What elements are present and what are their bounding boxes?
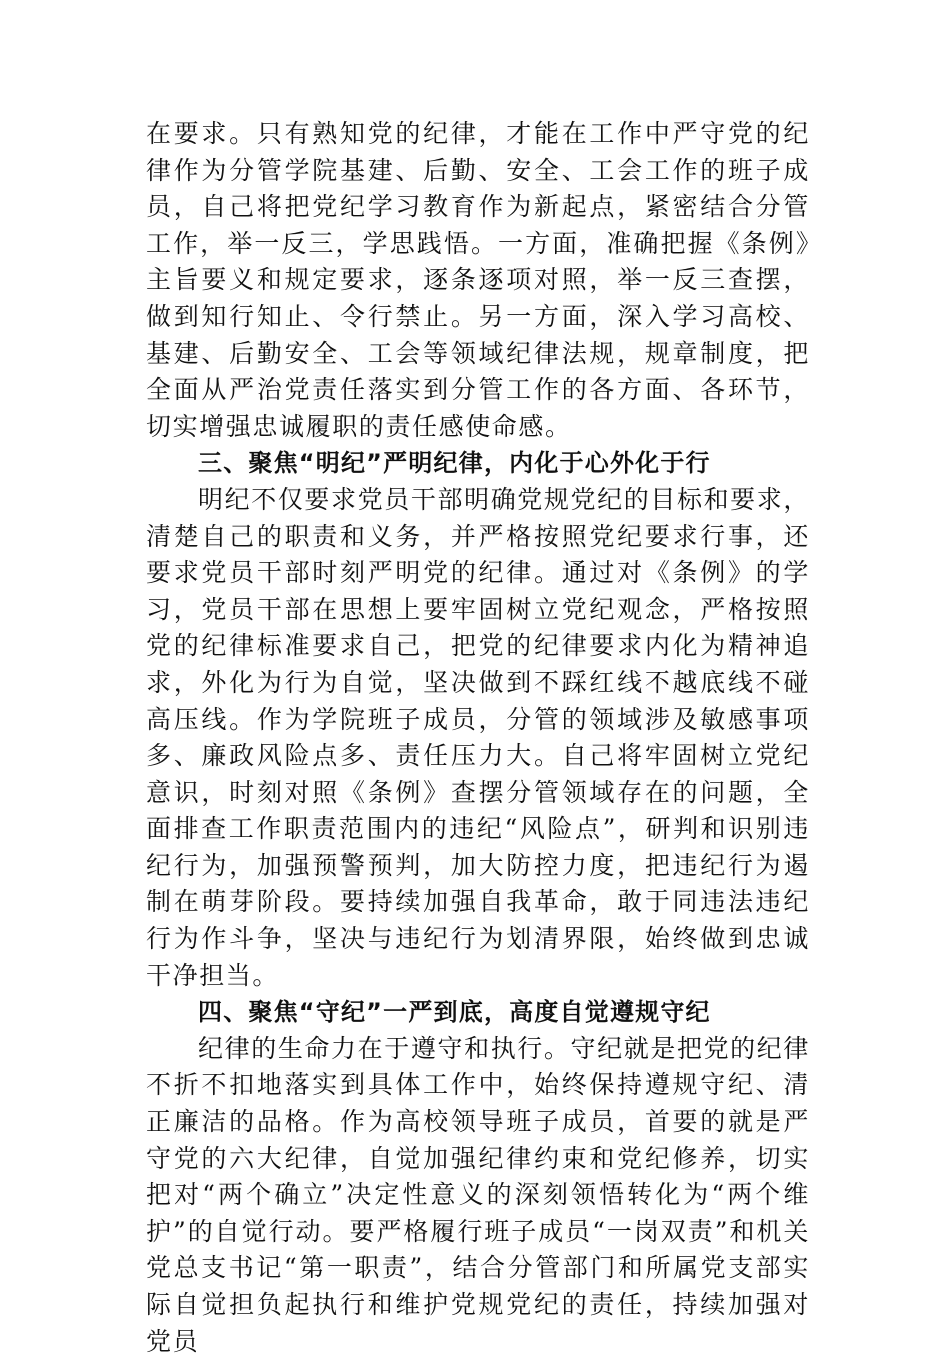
body-paragraph: 在要求。只有熟知党的纪律，才能在工作中严守党的纪律作为分管学院基建、后勤、安全、工会工作的班子成员，自己将把党纪学习教育作为新起点，紧密结合分管工作，举一反三，学思践悟。一方面，准确把握《条例》主旨要义和规定要求，逐条逐项对照，举一反三查摆，做到知行知止、令行禁止。另一方面，深入学习高校、基建、后勤安全、工会等领域纪律法规，规章制度，把全面从严治党责任落实到分管工作的各方面、各环节，切实增强忠诚履职的责任感使命感。 bbox=[146, 119, 810, 441]
body-paragraph: 纪律的生命力在于遵守和执行。守纪就是把党的纪律不折不扣地落实到具体工作中，始终保持遵规守纪、清正廉洁的品格。作为高校领导班子成员，首要的就是严守党的六大纪律，自觉加强纪律约束和党纪修养，切实把对“两个确立”决定性意义的深刻领悟转化为“两个维护”的自觉行动。要严格履行班子成员“一岗双责”和机关党总支书记“第一职责”，结合分管部门和所属党支部实际自觉担负起执行和维护党规党纪的责任，持续加强对党员 bbox=[146, 1033, 810, 1356]
body-paragraph: 明纪不仅要求党员干部明确党规党纪的目标和要求，清楚自己的职责和义务，并严格按照党纪要求行事，还要求党员干部时刻严明党的纪律。通过对《条例》的学习，党员干部在思想上要牢固树立党纪观念，严格按照党的纪律标准要求自己，把党的纪律要求内化为精神追求，外化为行为自觉，坚决做到不踩红线不越底线不碰高压线。作为学院班子成员，分管的领域涉及敏感事项多、廉政风险点多、责任压力大。自己将牢固树立党纪意识，时刻对照《条例》查摆分管领域存在的问题，全面排查工作职责范围内的违纪“风险点”，研判和识别违纪行为，加强预警预判，加大防控力度，把违纪行为遏制在萌芽阶段。要持续加强自我革命，敢于同违法违纪行为作斗争，坚决与违纪行为划清界限，始终做到忠诚干净担当。 bbox=[146, 484, 810, 990]
section-heading: 三、聚焦“明纪”严明纪律，内化于心外化于行 bbox=[198, 449, 711, 478]
document-page bbox=[146, 116, 810, 1360]
section-heading: 四、聚焦“守纪”一严到底，高度自觉遵规守纪 bbox=[198, 998, 711, 1027]
